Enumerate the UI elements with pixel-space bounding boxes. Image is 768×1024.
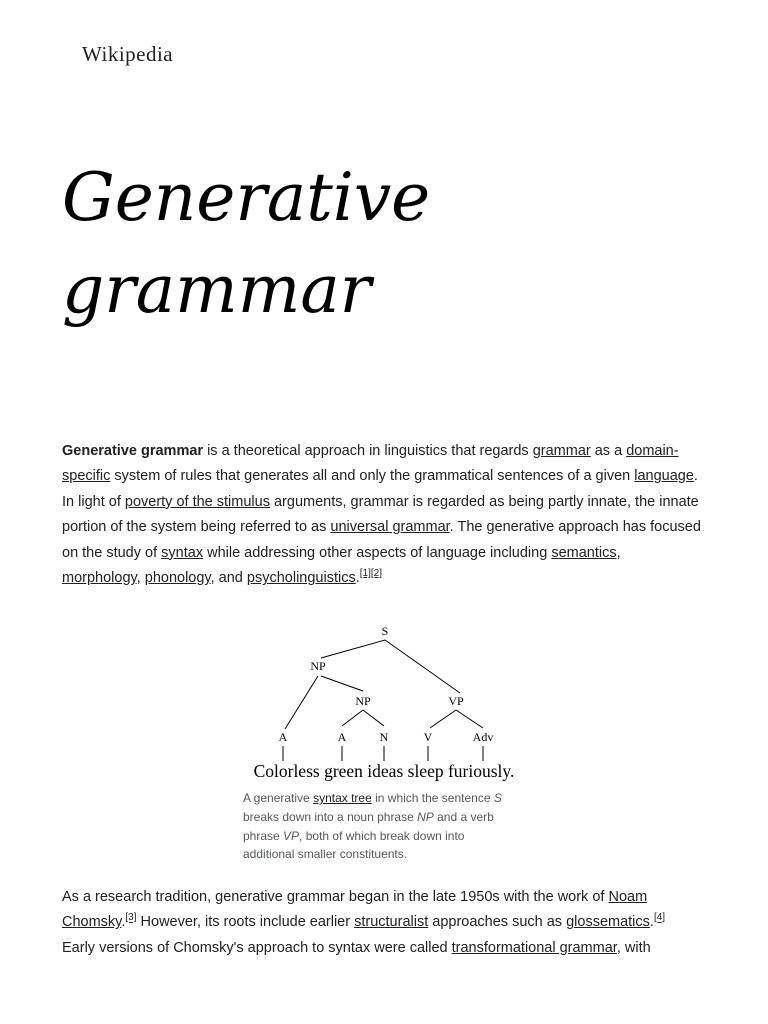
intro-paragraph bbox=[62, 439, 702, 591]
node-s: S bbox=[381, 624, 389, 638]
text: system of rules that generates all and only the grammatical sentences of a given bbox=[110, 468, 635, 485]
text: Early versions of Chomsky's approach to syntax were called bbox=[62, 939, 452, 956]
node-a: A bbox=[337, 730, 347, 744]
text: A generative bbox=[243, 791, 314, 805]
text: , with bbox=[616, 939, 651, 956]
link-language[interactable]: language bbox=[634, 468, 694, 485]
text: . bbox=[649, 914, 654, 931]
reference-2[interactable]: [2] bbox=[370, 568, 382, 580]
text: , both of which break down into additional smaller constituents. bbox=[243, 828, 465, 862]
link-structuralist[interactable]: structuralist bbox=[354, 914, 429, 931]
text: . bbox=[355, 570, 360, 587]
link-domain-specific[interactable]: domain-specific bbox=[62, 443, 679, 485]
italic-term: VP bbox=[283, 828, 300, 843]
node-np: NP bbox=[355, 694, 371, 708]
reference-3[interactable]: [3] bbox=[125, 912, 137, 924]
link-psycholinguistics[interactable]: psycholinguistics bbox=[246, 570, 356, 587]
text: approaches such as bbox=[428, 914, 567, 931]
wikipedia-logo[interactable]: Wikipedia bbox=[82, 42, 174, 66]
node-np: NP bbox=[310, 659, 326, 673]
node-v: V bbox=[423, 730, 433, 744]
text: in which the sentence bbox=[371, 791, 494, 805]
link-morphology[interactable]: morphology bbox=[62, 570, 137, 587]
figure-caption bbox=[243, 789, 513, 864]
node-vp: VP bbox=[448, 694, 464, 708]
node-n: N bbox=[379, 730, 389, 744]
italic-term: NP bbox=[417, 809, 434, 824]
link-phonology[interactable]: phonology bbox=[144, 570, 211, 587]
text: as a bbox=[590, 443, 627, 459]
reference-1[interactable]: [1] bbox=[359, 568, 371, 580]
link-syntax[interactable]: syntax bbox=[161, 544, 204, 561]
link-glossematics[interactable]: glossematics bbox=[566, 914, 650, 931]
text: , bbox=[136, 570, 145, 587]
text: and a verb phrase bbox=[243, 809, 494, 843]
link-noam-chomsky[interactable]: Noam Chomsky bbox=[62, 889, 648, 931]
page-title bbox=[62, 152, 702, 336]
link-syntax-tree[interactable]: syntax tree bbox=[313, 791, 372, 805]
link-universal-grammar[interactable]: universal grammar bbox=[330, 519, 450, 536]
text: , and bbox=[210, 570, 247, 587]
text: , bbox=[616, 544, 621, 561]
text: . In light of bbox=[62, 468, 698, 510]
link-transformational-grammar[interactable]: transformational grammar bbox=[451, 939, 617, 956]
syntax-tree-diagram bbox=[243, 618, 533, 788]
text: is a theoretical approach in linguistics that regards bbox=[203, 443, 533, 459]
lead-term: Generative grammar bbox=[62, 443, 204, 459]
text: while addressing other aspects of language including bbox=[203, 544, 552, 561]
title-line-2: grammar bbox=[62, 251, 372, 328]
link-poverty-of-the-stimulus[interactable]: poverty of the stimulus bbox=[124, 493, 270, 510]
node-adv: Adv bbox=[472, 730, 494, 744]
link-grammar[interactable]: grammar bbox=[532, 443, 591, 459]
text: . The generative approach has focused on the study of bbox=[62, 519, 701, 561]
text: . bbox=[121, 914, 126, 931]
example-sentence: Colorless green ideas sleep furiously. bbox=[253, 761, 515, 781]
history-paragraph bbox=[62, 885, 702, 961]
reference-4[interactable]: [4] bbox=[653, 912, 666, 924]
text: However, its roots include earlier bbox=[136, 914, 355, 931]
italic-term: S bbox=[493, 791, 502, 805]
text: arguments, grammar is regarded as being partly innate, the innate portion of the system being referred to as bbox=[62, 493, 699, 536]
link-semantics[interactable]: semantics bbox=[551, 544, 617, 561]
text: breaks down into a noun phrase bbox=[243, 809, 418, 824]
text: As a research tradition, generative grammar began in the late 1950s with the work of bbox=[62, 889, 609, 905]
node-a: A bbox=[278, 730, 288, 744]
title-line-1: Generative bbox=[62, 159, 431, 236]
